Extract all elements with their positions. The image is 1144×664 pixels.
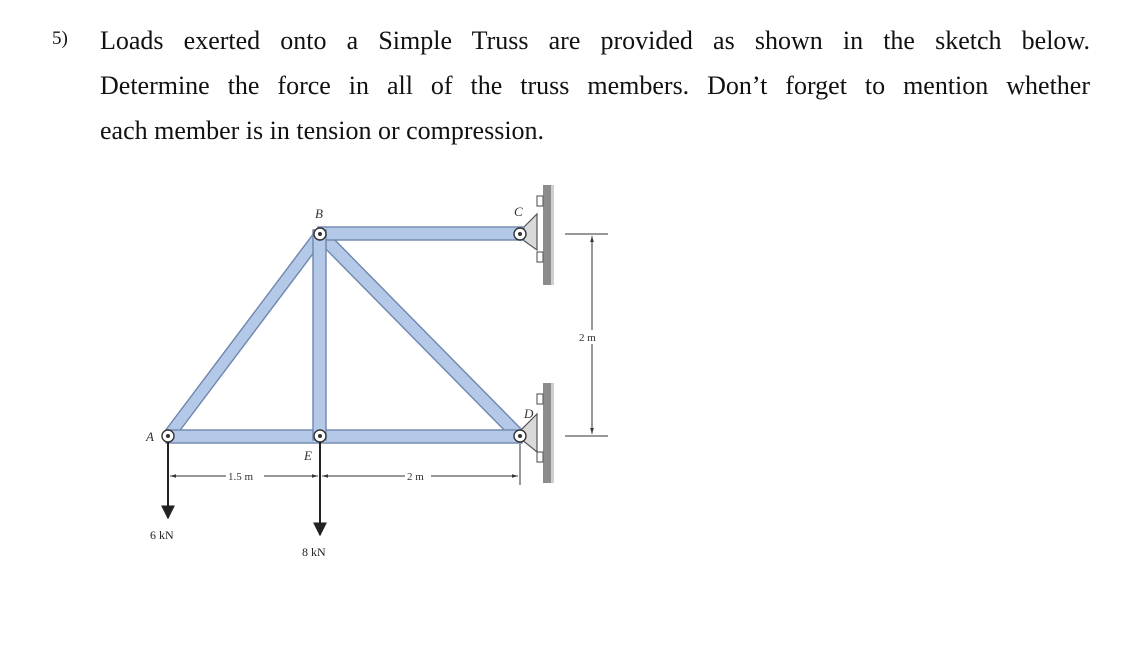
label-joint-d: D [524, 406, 534, 421]
dimension-height-label: 2 m [579, 332, 596, 344]
wall-upper [537, 185, 554, 285]
member-bc [318, 227, 524, 240]
label-joint-b: B [315, 206, 323, 221]
wall-lower [537, 383, 554, 483]
question-line-3: each member is in tension or compression. [100, 116, 545, 145]
question-line-1: Loads exerted onto a Simple Truss are provided as shown in the sketch below. [100, 26, 1090, 55]
question-number: 5) [52, 28, 68, 49]
load-label-e: 8 kN [302, 545, 326, 559]
member-be [313, 230, 326, 440]
label-joint-a: A [146, 429, 154, 444]
question-line-2: Determine the force in all of the truss members. Don’t forget to mention whether [100, 71, 1090, 100]
truss-members [162, 227, 524, 443]
dimension-spans [168, 442, 520, 485]
member-ab [162, 233, 324, 441]
label-joint-e: E [304, 448, 312, 463]
dimension-right-label: 2 m [407, 471, 424, 483]
load-label-a: 6 kN [150, 528, 174, 542]
dimension-left-label: 1.5 m [228, 471, 254, 483]
question-text [100, 18, 1090, 153]
member-bd [316, 231, 524, 440]
label-joint-c: C [514, 204, 523, 219]
member-ad [166, 430, 522, 443]
truss-diagram [130, 180, 650, 580]
